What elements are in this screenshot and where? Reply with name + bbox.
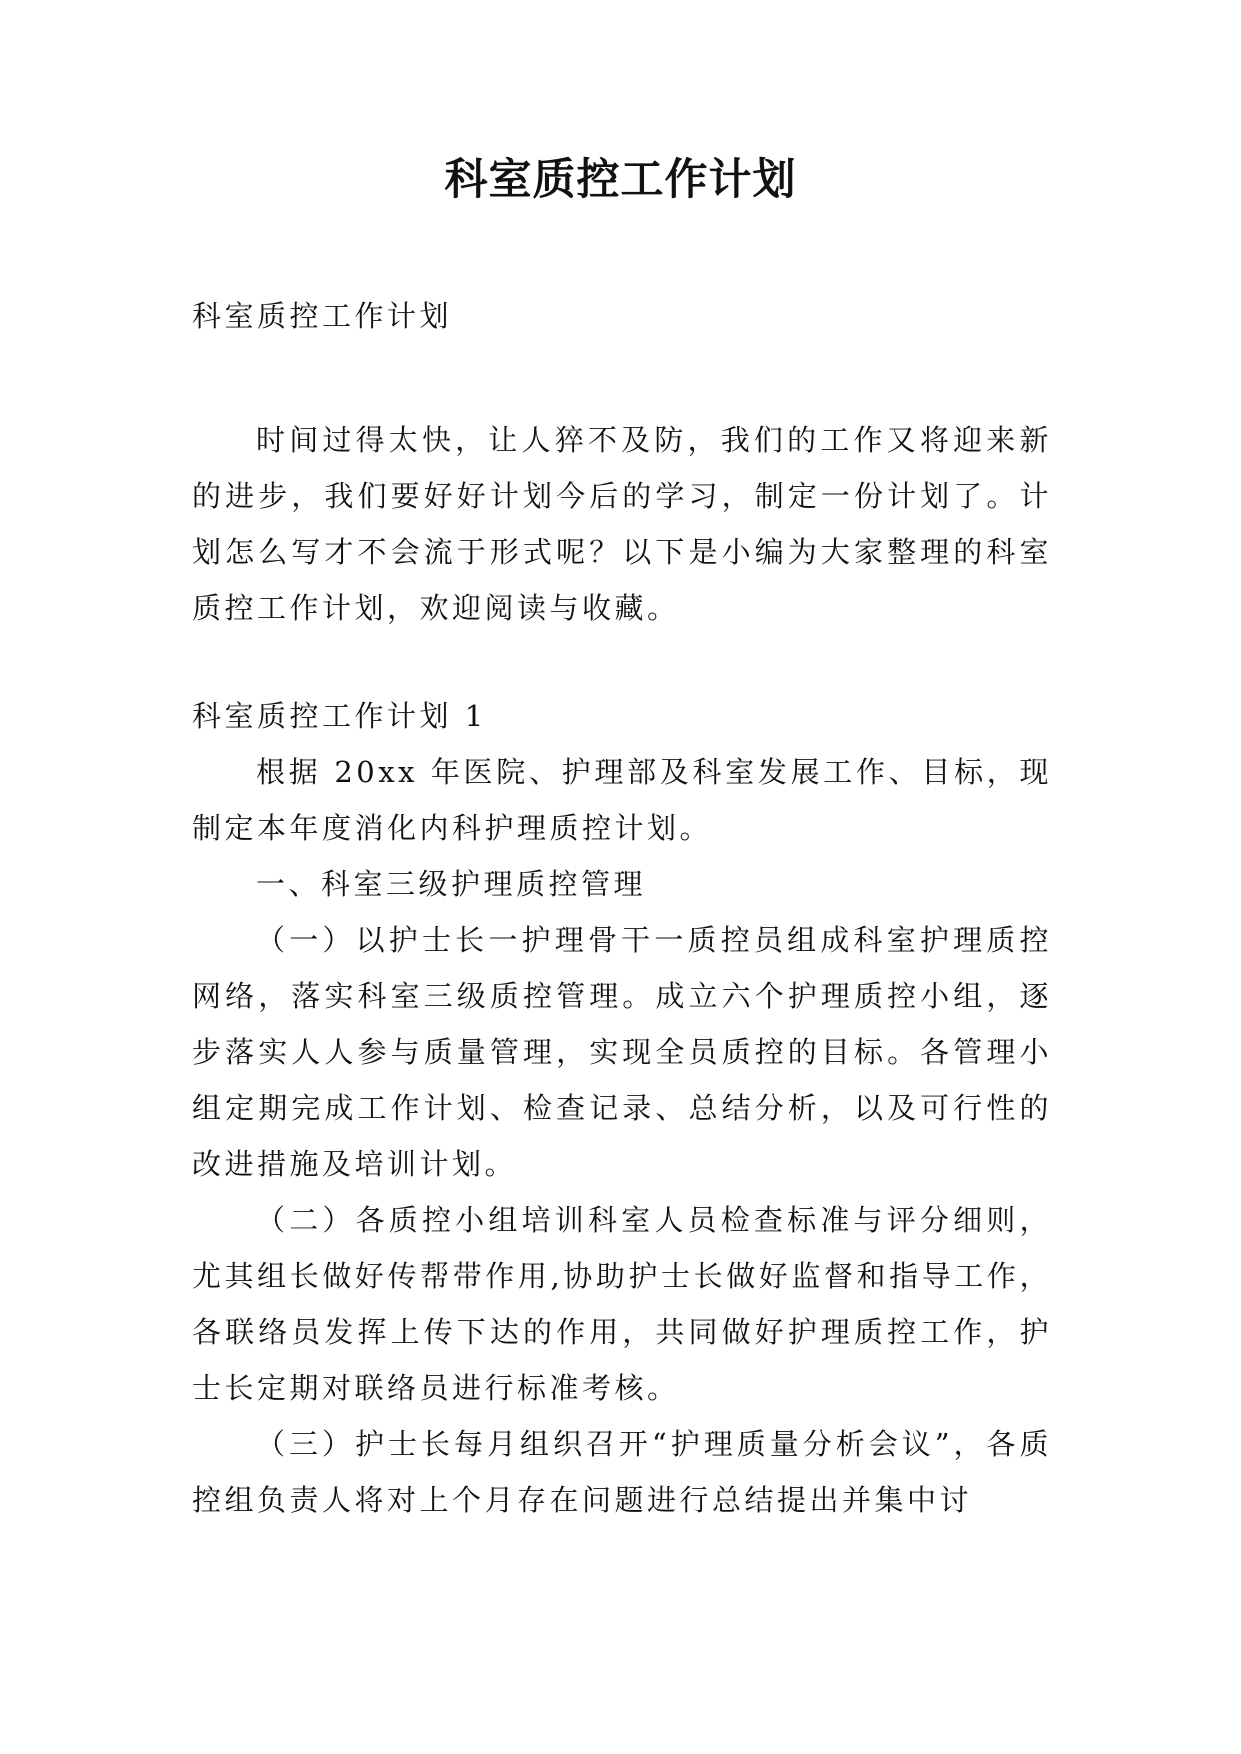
spacer <box>192 344 1052 412</box>
body-paragraph: （一）以护士长一护理骨干一质控员组成科室护理质控网络，落实科室三级质控管理。成立六个护理质控小组，逐步落实人人参与质量管理，实现全员质控的目标。各管理小组定期完成工作计划、检查记录、总结分析，以及可行性的改进措施及培训计划。 <box>192 923 1052 1181</box>
body-paragraph: 一、科室三级护理质控管理 <box>256 867 647 901</box>
body-paragraph: （三）护士长每月组织召开“护理质量分析会议”，各质控组负责人将对上个月存在问题进行总结提出并集中讨 <box>192 1427 1052 1517</box>
spacer <box>192 636 1052 688</box>
document-body <box>192 288 1052 1528</box>
intro-paragraph: 时间过得太快，让人猝不及防，我们的工作又将迎来新的进步，我们要好好计划今后的学习，制定一份计划了。计划怎么写才不会流于形式呢？以下是小编为大家整理的科室质控工作计划，欢迎阅读与收藏。 <box>192 423 1052 625</box>
document-title: 科室质控工作计划 <box>444 155 797 205</box>
document-subtitle: 科室质控工作计划 <box>192 299 453 333</box>
body-paragraph: 根据 20xx 年医院、护理部及科室发展工作、目标，现制定本年度消化内科护理质控计划。 <box>192 755 1052 845</box>
section-heading: 科室质控工作计划 1 <box>192 699 487 733</box>
body-paragraph: （二）各质控小组培训科室人员检查标准与评分细则，尤其组长做好传帮带作用,协助护士长做好监督和指导工作，各联络员发挥上传下达的作用，共同做好护理质控工作，护士长定期对联络员进行标准考核。 <box>192 1203 1052 1405</box>
